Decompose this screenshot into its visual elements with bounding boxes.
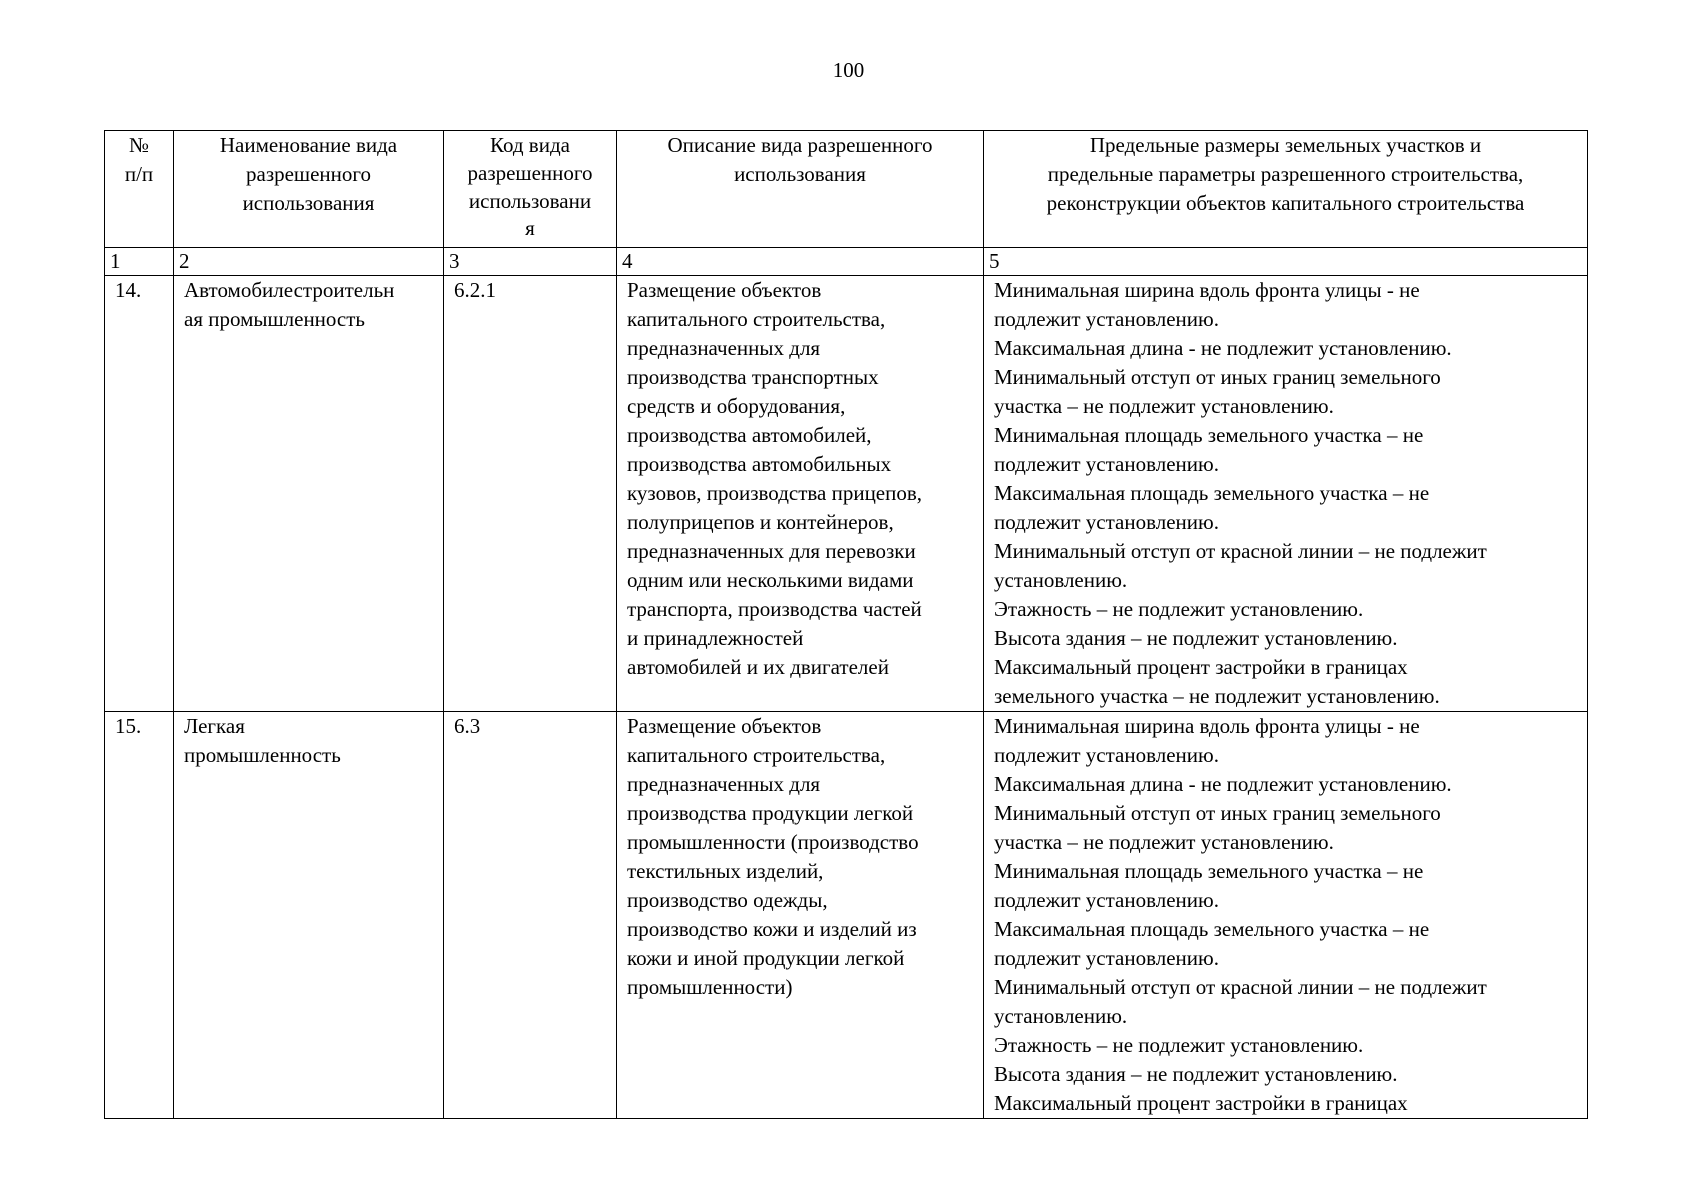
cell-line: предназначенных для <box>627 336 821 360</box>
cell-line: Максимальный процент застройки в границах <box>994 1091 1408 1115</box>
cell-line: подлежит установлению. <box>994 888 1219 912</box>
cell-line: производства автомобилей, <box>627 423 872 447</box>
cell-line: текстильных изделий, <box>627 859 824 883</box>
cell-line: производства автомобильных <box>627 452 892 476</box>
table-header-row <box>105 131 1588 248</box>
cell-line: Автомобилестроительн <box>184 278 395 302</box>
page-number: 100 <box>832 58 865 82</box>
row-code: 6.3 <box>444 712 617 1119</box>
cell-line: Минимальный отступ от иных границ земельного <box>994 801 1441 825</box>
row-name <box>174 276 444 712</box>
cell-line: кожи и иной продукции легкой <box>627 946 905 970</box>
cell-line: автомобилей и их двигателей <box>627 655 889 679</box>
header-line: реконструкции объектов капитального строительства <box>1046 191 1525 215</box>
cell-line: одним или несколькими видами <box>627 568 914 592</box>
column-number-cell: 1 <box>105 248 174 276</box>
header-line: я <box>525 216 535 240</box>
header-line: Предельные размеры земельных участков и <box>1089 133 1482 157</box>
cell-line: Минимальная ширина вдоль фронта улицы - не <box>994 278 1420 302</box>
cell-line: полуприцепов и контейнеров, <box>627 510 894 534</box>
cell-line: подлежит установлению. <box>994 743 1219 767</box>
cell-line: промышленности (производство <box>627 830 919 854</box>
cell-line: производства транспортных <box>627 365 879 389</box>
cell-line: Минимальный отступ от красной линии – не подлежит <box>994 539 1487 563</box>
cell-line: установлению. <box>994 568 1128 592</box>
header-cell-number <box>105 131 174 248</box>
cell-line: и принадлежностей <box>627 626 804 650</box>
cell-line: Максимальная площадь земельного участка – не <box>994 481 1430 505</box>
cell-line: Минимальная площадь земельного участка – не <box>994 423 1424 447</box>
cell-line: участка – не подлежит установлению. <box>994 830 1334 854</box>
column-number-cell: 3 <box>444 248 617 276</box>
permitted-use-table <box>104 130 1588 1119</box>
cell-line: Размещение объектов <box>627 278 822 302</box>
cell-line: Максимальная длина - не подлежит установлению. <box>994 772 1452 796</box>
cell-line: промышленность <box>184 743 341 767</box>
header-cell-name <box>174 131 444 248</box>
header-line: использования <box>734 162 866 186</box>
header-line: Наименование вида <box>219 133 398 157</box>
cell-line: кузовов, производства прицепов, <box>627 481 923 505</box>
header-cell-parameters <box>984 131 1588 248</box>
header-line: п/п <box>124 162 154 186</box>
cell-line: установлению. <box>994 1004 1128 1028</box>
cell-line: Минимальная ширина вдоль фронта улицы - не <box>994 714 1420 738</box>
cell-line: предназначенных для перевозки <box>627 539 916 563</box>
header-line: № <box>128 133 150 157</box>
cell-line: подлежит установлению. <box>994 510 1219 534</box>
cell-line: транспорта, производства частей <box>627 597 922 621</box>
row-number: 14. <box>105 276 174 712</box>
cell-line: производство кожи и изделий из <box>627 917 917 941</box>
header-line: использования <box>242 191 375 215</box>
row-description <box>617 276 984 712</box>
row-parameters <box>984 712 1588 1119</box>
cell-line: подлежит установлению. <box>994 307 1219 331</box>
header-cell-code <box>444 131 617 248</box>
table-row <box>105 712 1588 1119</box>
cell-line: Этажность – не подлежит установлению. <box>994 1033 1364 1057</box>
header-line: разрешенного <box>246 162 371 186</box>
row-description <box>617 712 984 1119</box>
cell-line: Высота здания – не подлежит установлению. <box>994 626 1398 650</box>
cell-line: производство одежды, <box>627 888 828 912</box>
row-number: 15. <box>105 712 174 1119</box>
row-parameters <box>984 276 1588 712</box>
column-number-cell: 2 <box>174 248 444 276</box>
header-line: Код вида <box>490 133 570 157</box>
header-line: использовани <box>468 189 592 213</box>
table-row <box>105 276 1588 712</box>
cell-line: земельного участка – не подлежит установлению. <box>994 684 1440 708</box>
row-name <box>174 712 444 1119</box>
cell-line: Минимальный отступ от иных границ земельного <box>994 365 1441 389</box>
column-number-row <box>105 248 1588 276</box>
cell-line: подлежит установлению. <box>994 946 1219 970</box>
cell-line: подлежит установлению. <box>994 452 1219 476</box>
cell-line: производства продукции легкой <box>627 801 914 825</box>
column-number-cell: 5 <box>984 248 1588 276</box>
cell-line: капитального строительства, <box>627 307 886 331</box>
cell-line: Максимальная площадь земельного участка – не <box>994 917 1430 941</box>
cell-line: ая промышленность <box>184 307 366 331</box>
cell-line: Минимальный отступ от красной линии – не подлежит <box>994 975 1487 999</box>
cell-line: Этажность – не подлежит установлению. <box>994 597 1364 621</box>
cell-line: Максимальный процент застройки в границах <box>994 655 1408 679</box>
cell-line: средств и оборудования, <box>627 394 846 418</box>
cell-line: участка – не подлежит установлению. <box>994 394 1334 418</box>
cell-line: Максимальная длина - не подлежит установлению. <box>994 336 1452 360</box>
row-code: 6.2.1 <box>444 276 617 712</box>
cell-line: Высота здания – не подлежит установлению. <box>994 1062 1398 1086</box>
cell-line: Размещение объектов <box>627 714 822 738</box>
header-line: предельные параметры разрешенного строительства, <box>1047 162 1524 186</box>
cell-line: предназначенных для <box>627 772 821 796</box>
cell-line: капитального строительства, <box>627 743 886 767</box>
cell-line: Минимальная площадь земельного участка – не <box>994 859 1424 883</box>
cell-line: Легкая <box>184 714 245 738</box>
header-cell-description <box>617 131 984 248</box>
column-number-cell: 4 <box>617 248 984 276</box>
header-line: Описание вида разрешенного <box>667 133 933 157</box>
cell-line: промышленности) <box>627 975 793 999</box>
header-line: разрешенного <box>467 161 593 185</box>
